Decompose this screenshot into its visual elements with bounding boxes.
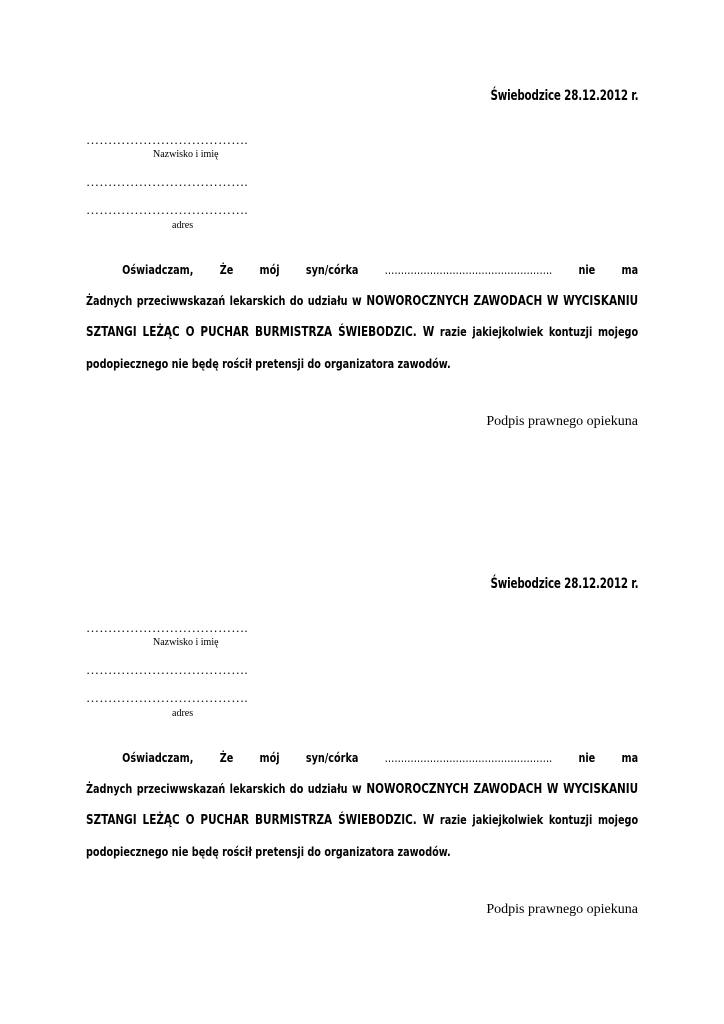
place-date: Świebodzice 28.12.2012 r. bbox=[490, 576, 638, 592]
declaration-line-2-start: Żadnych przeciwwskazań lekarskich do udziału bbox=[86, 293, 348, 308]
declaration-line-1-end: nie ma bbox=[578, 750, 639, 765]
declaration-line-2-end: w NOWOROCZNYCH ZAWODACH W WYCISKANIU bbox=[351, 781, 639, 797]
address-field-dots-1: ………………………………. bbox=[86, 174, 248, 189]
declaration-line-1-start: Oświadczam, Że mój syn/córka bbox=[122, 262, 359, 277]
declaration-line-1-start: Oświadczam, Że mój syn/córka bbox=[122, 750, 359, 765]
address-field-dots-2: ………………………………. bbox=[86, 202, 248, 217]
place-date: Świebodzice 28.12.2012 r. bbox=[490, 88, 638, 104]
address-field-dots-2: ………………………………. bbox=[86, 690, 248, 705]
name-field-dots: ………………………………. bbox=[86, 132, 248, 147]
guardian-signature-label: Podpis prawnego opiekuna bbox=[486, 414, 638, 429]
declaration-line-1-end: nie ma bbox=[578, 262, 639, 277]
declaration-line-2 bbox=[86, 781, 638, 797]
declaration-line-4: podopiecznego nie będę rościł pretensji do organizatora zawodów. bbox=[86, 844, 451, 859]
declaration-form-1 bbox=[0, 0, 724, 480]
declaration-line-3 bbox=[86, 324, 638, 340]
address-caption: adres bbox=[172, 708, 194, 719]
declaration-line-1 bbox=[86, 750, 638, 765]
name-caption: Nazwisko i imię bbox=[153, 149, 219, 160]
guardian-signature-label: Podpis prawnego opiekuna bbox=[486, 902, 638, 917]
declaration-line-4: podopiecznego nie będę rościł pretensji do organizatora zawodów. bbox=[86, 356, 451, 371]
declaration-line-3-start: SZTANGI LEŻĄC O PUCHAR BURMISTRZA ŚWIEBODZIC. W bbox=[86, 812, 435, 828]
declaration-line-3 bbox=[86, 812, 638, 828]
child-name-dots: ……………………………………………. bbox=[384, 750, 553, 765]
declaration-form-2 bbox=[0, 488, 724, 968]
declaration-line-3-end: razie jakiejkolwiek kontuzji mojego bbox=[439, 324, 639, 339]
address-caption: adres bbox=[172, 220, 194, 231]
declaration-line-3-start: SZTANGI LEŻĄC O PUCHAR BURMISTRZA ŚWIEBODZIC. W bbox=[86, 324, 435, 340]
name-caption: Nazwisko i imię bbox=[153, 637, 219, 648]
declaration-line-3-end: razie jakiejkolwiek kontuzji mojego bbox=[439, 812, 639, 827]
declaration-line-1 bbox=[86, 262, 638, 277]
declaration-line-2-end: w NOWOROCZNYCH ZAWODACH W WYCISKANIU bbox=[351, 293, 639, 309]
address-field-dots-1: ………………………………. bbox=[86, 662, 248, 677]
declaration-line-2 bbox=[86, 293, 638, 309]
name-field-dots: ………………………………. bbox=[86, 620, 248, 635]
declaration-line-2-start: Żadnych przeciwwskazań lekarskich do udziału bbox=[86, 781, 348, 796]
child-name-dots: ……………………………………………. bbox=[384, 262, 553, 277]
